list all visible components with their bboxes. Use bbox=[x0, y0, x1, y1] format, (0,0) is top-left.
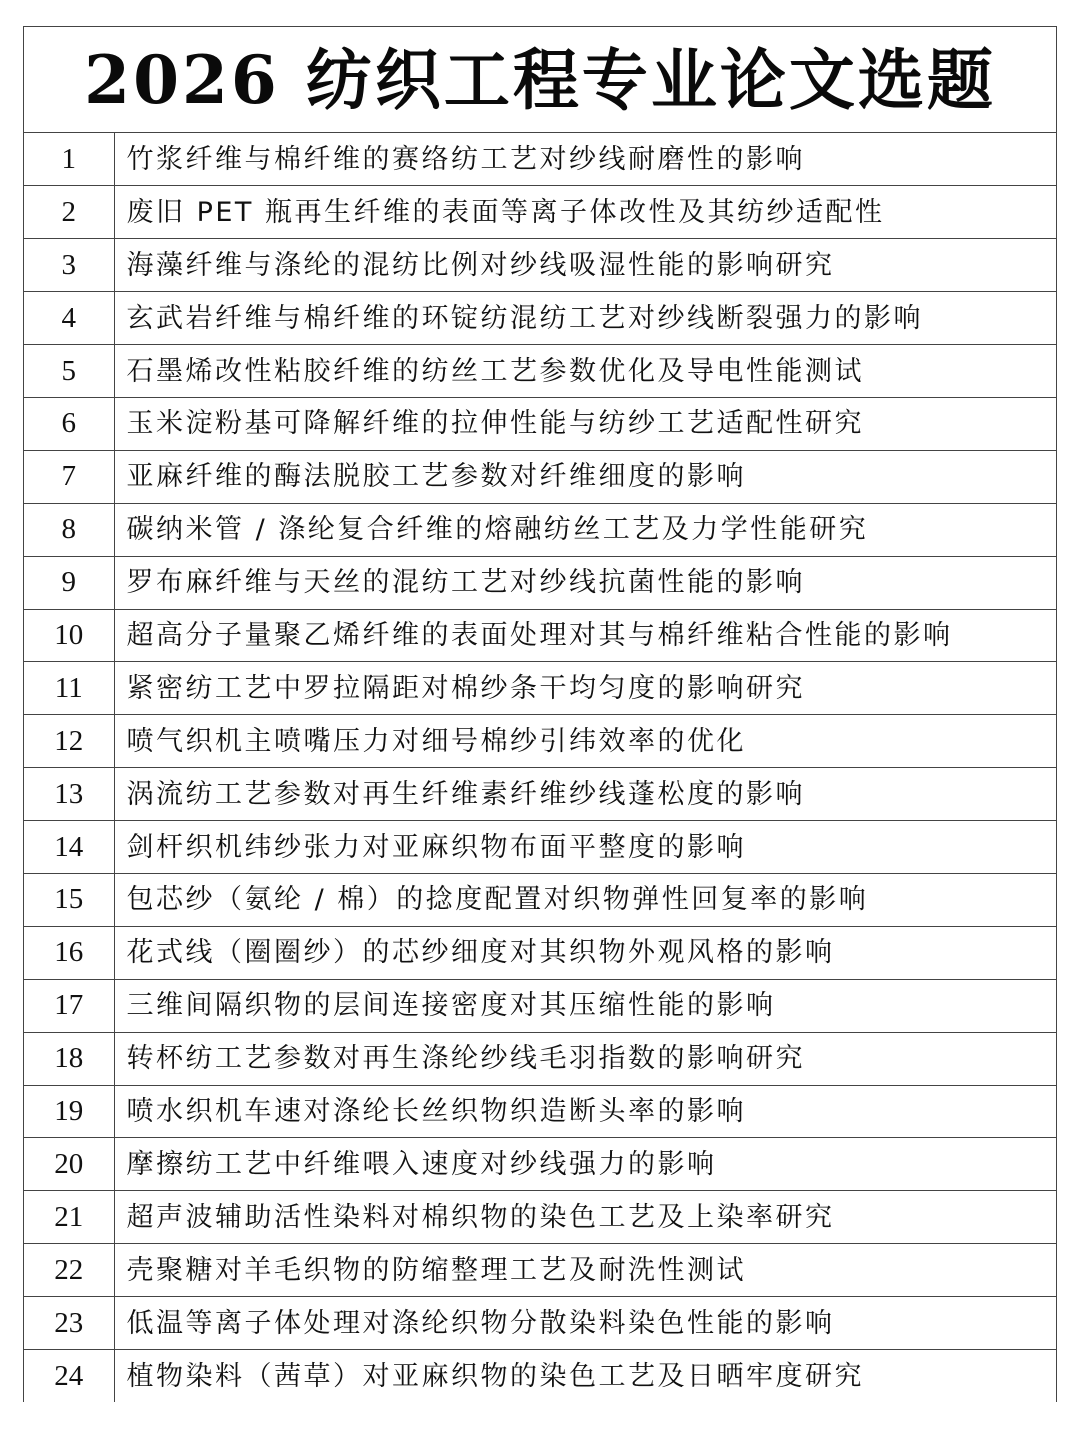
topics-sheet bbox=[23, 26, 1057, 1402]
topic-number: 14 bbox=[24, 821, 114, 874]
table-row bbox=[24, 1191, 1056, 1244]
table-row bbox=[24, 1138, 1056, 1191]
topic-title: 涡流纺工艺参数对再生纤维素纤维纱线蓬松度的影响 bbox=[114, 768, 1056, 821]
topic-title: 花式线（圈圈纱）的芯纱细度对其织物外观风格的影响 bbox=[114, 926, 1056, 979]
topic-title: 植物染料（茜草）对亚麻织物的染色工艺及日晒牢度研究 bbox=[126, 1360, 864, 1392]
topic-number: 16 bbox=[24, 926, 114, 979]
table-row bbox=[24, 186, 1056, 239]
topic-title: 竹浆纤维与棉纤维的赛络纺工艺对纱线耐磨性的影响 bbox=[114, 133, 1056, 186]
topic-number: 18 bbox=[24, 1032, 114, 1085]
topic-title: 玄武岩纤维与棉纤维的环锭纺混纺工艺对纱线断裂强力的影响 bbox=[114, 292, 1056, 345]
topic-number: 17 bbox=[24, 979, 114, 1032]
topic-title: 喷水织机车速对涤纶长丝织物织造断头率的影响 bbox=[114, 1085, 1056, 1138]
table-row bbox=[24, 292, 1056, 345]
topic-title: 紧密纺工艺中罗拉隔距对棉纱条干均匀度的影响研究 bbox=[114, 662, 1056, 715]
table-row bbox=[24, 397, 1056, 450]
topic-number: 21 bbox=[24, 1191, 114, 1244]
topic-number: 22 bbox=[24, 1244, 114, 1297]
table-row bbox=[24, 1244, 1056, 1297]
topic-title: 罗布麻纤维与天丝的混纺工艺对纱线抗菌性能的影响 bbox=[114, 556, 1056, 609]
table-row bbox=[24, 1032, 1056, 1085]
topic-title: 超高分子量聚乙烯纤维的表面处理对其与棉纤维粘合性能的影响 bbox=[114, 609, 1056, 662]
table-row bbox=[24, 239, 1056, 292]
topic-number: 23 bbox=[24, 1297, 114, 1350]
topic-title: 石墨烯改性粘胶纤维的纺丝工艺参数优化及导电性能测试 bbox=[114, 345, 1056, 398]
table-row bbox=[24, 873, 1056, 926]
topic-number: 7 bbox=[24, 450, 114, 503]
table-row bbox=[24, 662, 1056, 715]
topic-title: 剑杆织机纬纱张力对亚麻织物布面平整度的影响 bbox=[114, 821, 1056, 874]
table-row bbox=[24, 1297, 1056, 1350]
table-row bbox=[24, 450, 1056, 503]
topic-number: 4 bbox=[24, 292, 114, 345]
topic-number: 2 bbox=[24, 186, 114, 239]
table-row bbox=[24, 133, 1056, 186]
topic-number: 9 bbox=[24, 556, 114, 609]
topic-title: 海藻纤维与涤纶的混纺比例对纱线吸湿性能的影响研究 bbox=[114, 239, 1056, 292]
title-row bbox=[24, 27, 1056, 133]
topic-title: 低温等离子体处理对涤纶织物分散染料染色性能的影响 bbox=[114, 1297, 1056, 1350]
table-row bbox=[24, 556, 1056, 609]
topic-number: 19 bbox=[24, 1085, 114, 1138]
topic-title: 壳聚糖对羊毛织物的防缩整理工艺及耐洗性测试 bbox=[114, 1244, 1056, 1297]
topic-number: 6 bbox=[24, 397, 114, 450]
topic-number: 8 bbox=[24, 503, 114, 556]
table-row bbox=[24, 503, 1056, 556]
topic-title: 包芯纱（氨纶 / 棉）的捻度配置对织物弹性回复率的影响 bbox=[114, 873, 1056, 926]
table-row bbox=[24, 715, 1056, 768]
table-row bbox=[24, 1085, 1056, 1138]
table-row bbox=[24, 345, 1056, 398]
topic-title: 三维间隔织物的层间连接密度对其压缩性能的影响 bbox=[114, 979, 1056, 1032]
topic-title: 亚麻纤维的酶法脱胶工艺参数对纤维细度的影响 bbox=[114, 450, 1056, 503]
topics-table bbox=[24, 133, 1056, 1402]
topic-title: 废旧 PET 瓶再生纤维的表面等离子体改性及其纺纱适配性 bbox=[114, 186, 1056, 239]
topic-number: 13 bbox=[24, 768, 114, 821]
topics-table-body bbox=[24, 133, 1056, 1402]
topic-title: 碳纳米管 / 涤纶复合纤维的熔融纺丝工艺及力学性能研究 bbox=[114, 503, 1056, 556]
topic-title: 玉米淀粉基可降解纤维的拉伸性能与纺纱工艺适配性研究 bbox=[114, 397, 1056, 450]
table-row bbox=[24, 979, 1056, 1032]
topic-number: 12 bbox=[24, 715, 114, 768]
topic-number: 24 bbox=[24, 1349, 114, 1402]
topic-number: 5 bbox=[24, 345, 114, 398]
topic-title: 喷气织机主喷嘴压力对细号棉纱引纬效率的优化 bbox=[114, 715, 1056, 768]
table-row bbox=[24, 609, 1056, 662]
topic-number: 1 bbox=[24, 133, 114, 186]
table-row bbox=[24, 926, 1056, 979]
table-row bbox=[24, 768, 1056, 821]
topic-number: 15 bbox=[24, 873, 114, 926]
topic-title: 转杯纺工艺参数对再生涤纶纱线毛羽指数的影响研究 bbox=[114, 1032, 1056, 1085]
topic-number: 20 bbox=[24, 1138, 114, 1191]
table-row bbox=[24, 1349, 1056, 1402]
topic-title: 超声波辅助活性染料对棉织物的染色工艺及上染率研究 bbox=[114, 1191, 1056, 1244]
topic-number: 10 bbox=[24, 609, 114, 662]
topic-number: 11 bbox=[24, 662, 114, 715]
page-title: 2026 纺织工程专业论文选题 bbox=[84, 40, 996, 119]
topic-number: 3 bbox=[24, 239, 114, 292]
topic-title: 摩擦纺工艺中纤维喂入速度对纱线强力的影响 bbox=[114, 1138, 1056, 1191]
table-row bbox=[24, 821, 1056, 874]
